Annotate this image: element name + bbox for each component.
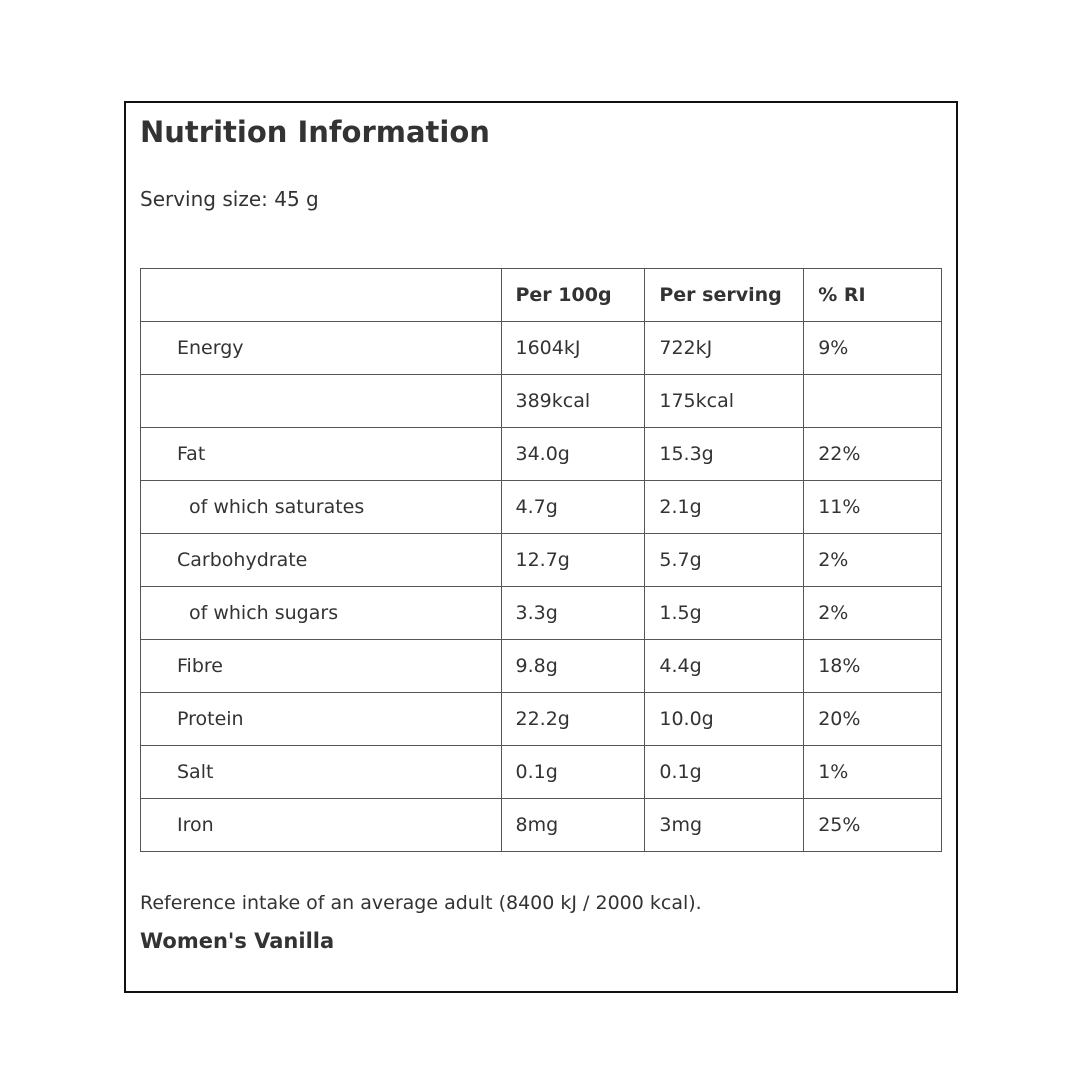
- nutrient-label: Energy: [141, 322, 502, 375]
- per-serving-value: 5.7g: [645, 534, 804, 587]
- reference-intake-note: Reference intake of an average adult (8400 kJ / 2000 kcal).: [140, 892, 702, 914]
- ri-value: 20%: [804, 693, 942, 746]
- per-100g-value: 34.0g: [501, 428, 645, 481]
- table-row: [141, 799, 942, 852]
- per-serving-value: 15.3g: [645, 428, 804, 481]
- nutrient-label: Fibre: [141, 640, 502, 693]
- nutrition-table: [140, 268, 942, 852]
- per-100g-value: 9.8g: [501, 640, 645, 693]
- per-100g-value: 0.1g: [501, 746, 645, 799]
- ri-value: 1%: [804, 746, 942, 799]
- product-name: Women's Vanilla: [140, 929, 335, 953]
- page-title: Nutrition Information: [140, 115, 490, 149]
- ri-value: 2%: [804, 534, 942, 587]
- per-serving-value: 2.1g: [645, 481, 804, 534]
- table-row: [141, 428, 942, 481]
- nutrient-label: Fat: [141, 428, 502, 481]
- nutrient-label: of which sugars: [141, 587, 502, 640]
- per-100g-value: 12.7g: [501, 534, 645, 587]
- per-serving-value: 0.1g: [645, 746, 804, 799]
- per-serving-value: 175kcal: [645, 375, 804, 428]
- nutrient-label: Carbohydrate: [141, 534, 502, 587]
- nutrient-label: [141, 375, 502, 428]
- ri-value: 9%: [804, 322, 942, 375]
- per-serving-value: 722kJ: [645, 322, 804, 375]
- nutrient-label: Protein: [141, 693, 502, 746]
- table-row: [141, 640, 942, 693]
- table-row: [141, 534, 942, 587]
- per-serving-value: 3mg: [645, 799, 804, 852]
- column-header-ri: % RI: [804, 269, 942, 322]
- ri-value: 2%: [804, 587, 942, 640]
- per-100g-value: 22.2g: [501, 693, 645, 746]
- serving-size: Serving size: 45 g: [140, 187, 319, 211]
- table-row: [141, 587, 942, 640]
- table-row: [141, 375, 942, 428]
- per-100g-value: 389kcal: [501, 375, 645, 428]
- table-row: [141, 746, 942, 799]
- per-serving-value: 4.4g: [645, 640, 804, 693]
- ri-value: 11%: [804, 481, 942, 534]
- per-serving-value: 10.0g: [645, 693, 804, 746]
- column-header-nutrient: [141, 269, 502, 322]
- per-100g-value: 4.7g: [501, 481, 645, 534]
- ri-value: 25%: [804, 799, 942, 852]
- per-100g-value: 8mg: [501, 799, 645, 852]
- nutrient-label: Iron: [141, 799, 502, 852]
- per-100g-value: 3.3g: [501, 587, 645, 640]
- table-row: [141, 693, 942, 746]
- table-row: [141, 322, 942, 375]
- ri-value: 22%: [804, 428, 942, 481]
- per-100g-value: 1604kJ: [501, 322, 645, 375]
- nutrient-label: Salt: [141, 746, 502, 799]
- column-header-per-100g: Per 100g: [501, 269, 645, 322]
- ri-value: [804, 375, 942, 428]
- per-serving-value: 1.5g: [645, 587, 804, 640]
- table-row: [141, 481, 942, 534]
- nutrient-label: of which saturates: [141, 481, 502, 534]
- nutrition-panel: [124, 101, 958, 993]
- column-header-per-serving: Per serving: [645, 269, 804, 322]
- table-header-row: [141, 269, 942, 322]
- ri-value: 18%: [804, 640, 942, 693]
